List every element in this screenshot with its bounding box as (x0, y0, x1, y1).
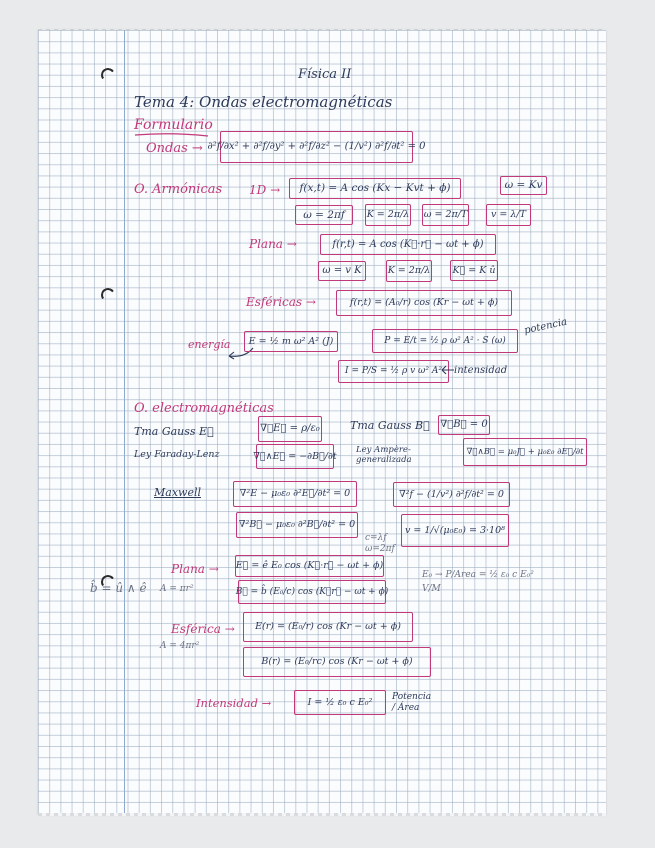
margin-line (124, 30, 125, 815)
em-section-label: O. electromagnéticas (134, 401, 274, 416)
wave-f-equation: ∇²f − (1/v²) ∂²f/∂t² = 0 (393, 482, 510, 507)
harmonics-spherical-label: Esféricas → (246, 295, 316, 309)
v-lambda-T: v = λ/T (486, 204, 531, 226)
gauss-e-label: Tma Gauss E⃗ (134, 425, 214, 438)
harmonics-plane-equation: f(r,t) = A cos (K⃗·r⃗ − ωt + ϕ) (320, 234, 496, 255)
power-equation: P = E/t = ½ ρ ω² A² · S (ω) (372, 329, 518, 353)
omega-2pi-T: ω = 2π/T (422, 204, 469, 226)
gauss-b-equation: ∇⃗B⃗ = 0 (438, 415, 490, 435)
k-plane: K = 2π/λ (386, 260, 432, 282)
area-plane: A = πr² (160, 584, 194, 594)
k-2pi-lambda: K = 2π/λ (365, 204, 411, 226)
harmonics-label: O. Armónicas (134, 182, 223, 197)
maxwell-b-equation: ∇²B⃗ − μ₀ε₀ ∂²B⃗/∂t² = 0 (236, 512, 358, 538)
binder-hole-icon (101, 68, 113, 80)
harmonics-1d-equation: f(x,t) = A cos (Kx − Kvt + ϕ) (289, 178, 461, 199)
em-intensity-equation: I = ½ ε₀ c E₀² (294, 690, 386, 715)
omega-vk: ω = v K (318, 261, 366, 281)
intensity-equation: I = P/S = ½ ρ v ω² A² (338, 360, 449, 383)
em-intensity-label: Intensidad → (196, 696, 272, 710)
energy-equation: E = ½ m ω² A² (J) (244, 331, 338, 352)
em-plane-e-equation: E⃗ = ê E₀ cos (K⃗·r⃗ − ωt + ϕ) (235, 555, 384, 577)
faraday-label: Ley Faraday-Lenz (134, 449, 220, 460)
side-units: V/M (422, 584, 441, 594)
em-spherical-b-equation: B(r) = (E₀/rc) cos (Kr − ωt + ϕ) (243, 647, 431, 677)
page-bottom-edge (38, 813, 606, 816)
harmonics-spherical-equation: f(r,t) = (A₀/r) cos (Kr − ωt + ϕ) (336, 290, 512, 316)
arrow-icon (440, 364, 456, 376)
gauss-b-label: Tma Gauss B⃗ (350, 419, 430, 432)
b-unit-relation: b̂ = û ∧ ê (90, 581, 147, 595)
ampere-label: Ley Ampère-generalizada (356, 445, 412, 465)
energy-label: energía (188, 338, 231, 351)
side-relation: E₀ → P/Area = ½ ε₀ c E₀² (422, 570, 534, 580)
em-intensity-note: Potencia / Área (392, 692, 432, 714)
note-c-lambda-f: c=λf (365, 533, 387, 543)
ampere-equation: ∇⃗∧B⃗ = μ₀J⃗ + μ₀ε₀ ∂E⃗/∂t (463, 438, 587, 466)
maxwell-label: Maxwell (154, 486, 201, 499)
page-title: Tema 4: Ondas electromagnéticas (134, 93, 393, 111)
waves-equation: ∂²f/∂x² + ∂²f/∂y² + ∂²f/∂z² − (1/v²) ∂²f/∂t² = 0 (220, 131, 413, 163)
intensity-label: intensidad (454, 365, 508, 376)
harmonics-plane-label: Plana → (249, 237, 297, 251)
faraday-equation: ∇⃗∧E⃗ = −∂B⃗/∂t (256, 444, 334, 469)
power-label: potencia (523, 316, 569, 337)
omega-2pif: ω = 2πf (295, 205, 353, 225)
binder-hole-icon (101, 288, 113, 300)
note-omega-2pif: ω=2πf (365, 544, 395, 554)
section-formulario: Formulario (134, 117, 213, 133)
waves-label: Ondas → (146, 141, 203, 156)
omega-kv: ω = Kv (500, 176, 547, 195)
maxwell-e-equation: ∇²E − μ₀ε₀ ∂²E⃗/∂t² = 0 (233, 481, 357, 507)
em-spherical-e-equation: E(r) = (E₀/r) cos (Kr − ωt + ϕ) (243, 612, 413, 642)
k-vector: K⃗ = K û (450, 260, 498, 281)
gauss-e-equation: ∇⃗E⃗ = ρ/ε₀ (258, 416, 322, 442)
subject-heading: Física II (298, 67, 352, 82)
em-plane-label: Plana → (171, 562, 219, 576)
underline-icon (134, 132, 209, 138)
area-sphere: A = 4πr² (160, 641, 200, 651)
em-spherical-label: Esférica → (171, 622, 235, 636)
em-plane-b-equation: B⃗ = b̂ (E₀/c) cos (K⃗r⃗ − ωt + ϕ) (238, 580, 386, 604)
harmonics-1d-label: 1D → (249, 183, 281, 197)
speed-equation: v = 1/√(μ₀ε₀) = 3·10⁸ (401, 514, 509, 547)
